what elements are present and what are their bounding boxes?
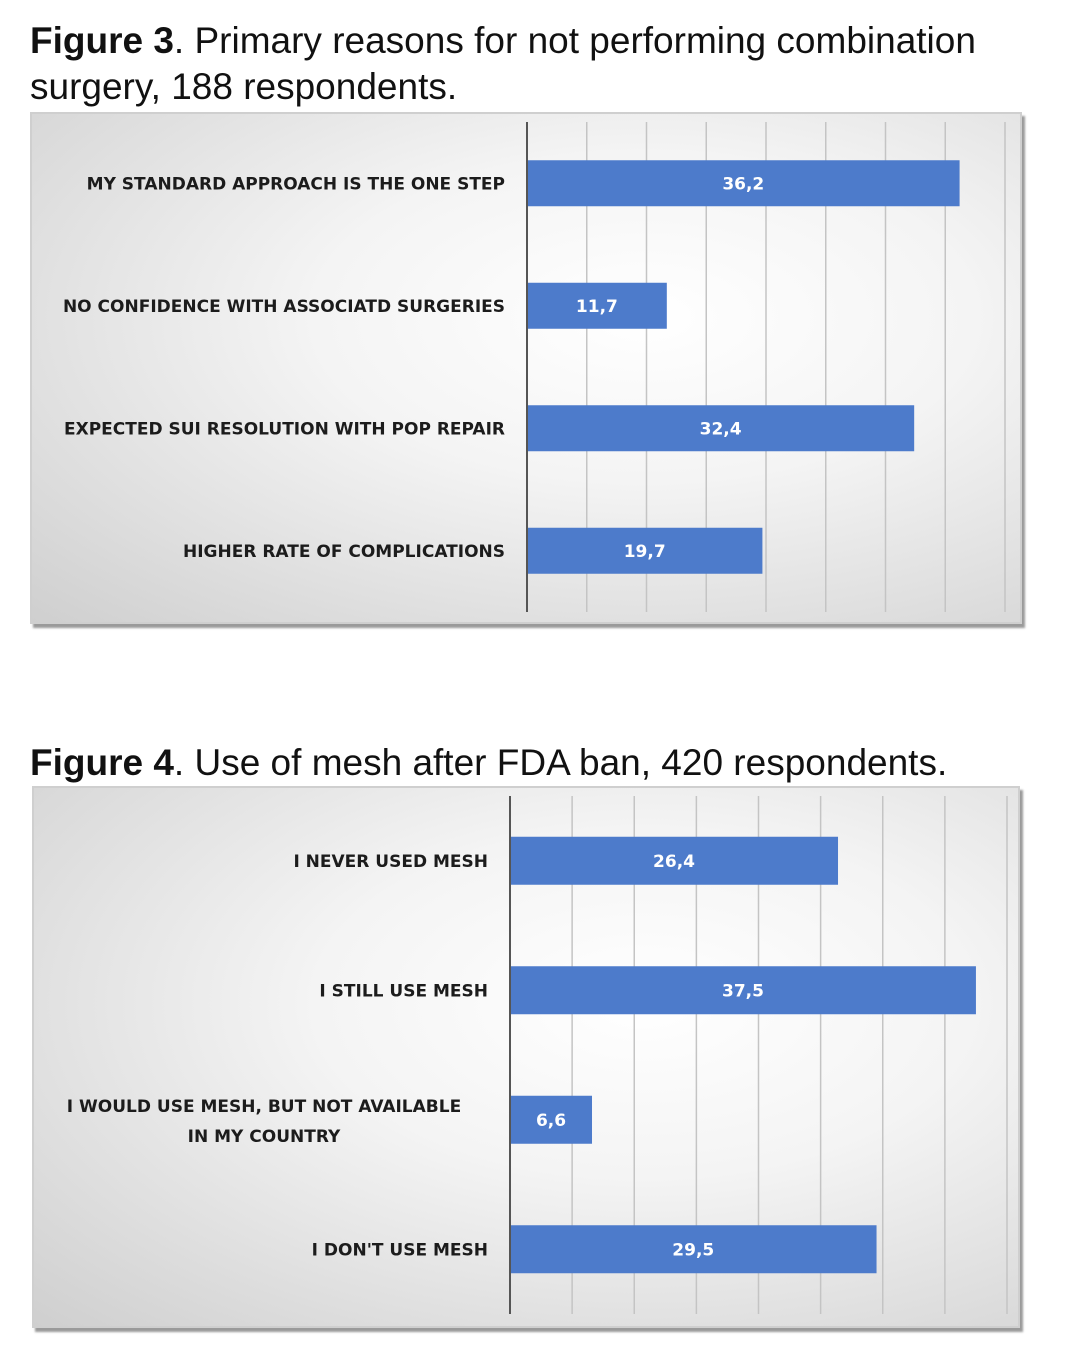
category-label: I DON'T USE MESH xyxy=(311,1240,488,1261)
figure-3-caption-text: . Primary reasons for not performing combination surgery, 188 respondents. xyxy=(30,20,976,107)
data-label: 37,5 xyxy=(721,981,764,1002)
category-label: NO CONFIDENCE WITH ASSOCIATD SURGERIES xyxy=(62,296,505,317)
category-label: MY STANDARD APPROACH IS THE ONE STEP xyxy=(86,174,505,195)
figure-3-chart xyxy=(30,112,1022,624)
category-label: EXPECTED SUI RESOLUTION WITH POP REPAIR xyxy=(63,419,505,440)
category-label: I STILL USE MESH xyxy=(319,981,488,1002)
category-label: HIGHER RATE OF COMPLICATIONS xyxy=(182,541,505,562)
category-label: I NEVER USED MESH xyxy=(293,851,488,872)
data-label: 32,4 xyxy=(699,419,742,440)
figure-3-caption-label: Figure 3 xyxy=(30,20,174,61)
data-label: 11,7 xyxy=(575,296,618,317)
figure-4-plot xyxy=(34,788,1018,1326)
figure-3-plot xyxy=(32,114,1020,622)
data-label: 6,6 xyxy=(535,1110,567,1131)
figure-4-caption xyxy=(30,740,1050,786)
category-label: I WOULD USE MESH, BUT NOT AVAILABLE IN MY COUNTRY xyxy=(66,1096,462,1147)
data-label: 19,7 xyxy=(623,541,666,562)
figure-3-caption xyxy=(30,18,1050,110)
data-label: 26,4 xyxy=(653,851,695,872)
figure-4-caption-text: . Use of mesh after FDA ban, 420 respondents. xyxy=(173,742,948,783)
data-label: 29,5 xyxy=(672,1240,715,1261)
figure-4-caption-label: Figure 4 xyxy=(30,742,174,783)
data-label: 36,2 xyxy=(722,174,765,195)
figure-4-chart xyxy=(32,786,1020,1328)
